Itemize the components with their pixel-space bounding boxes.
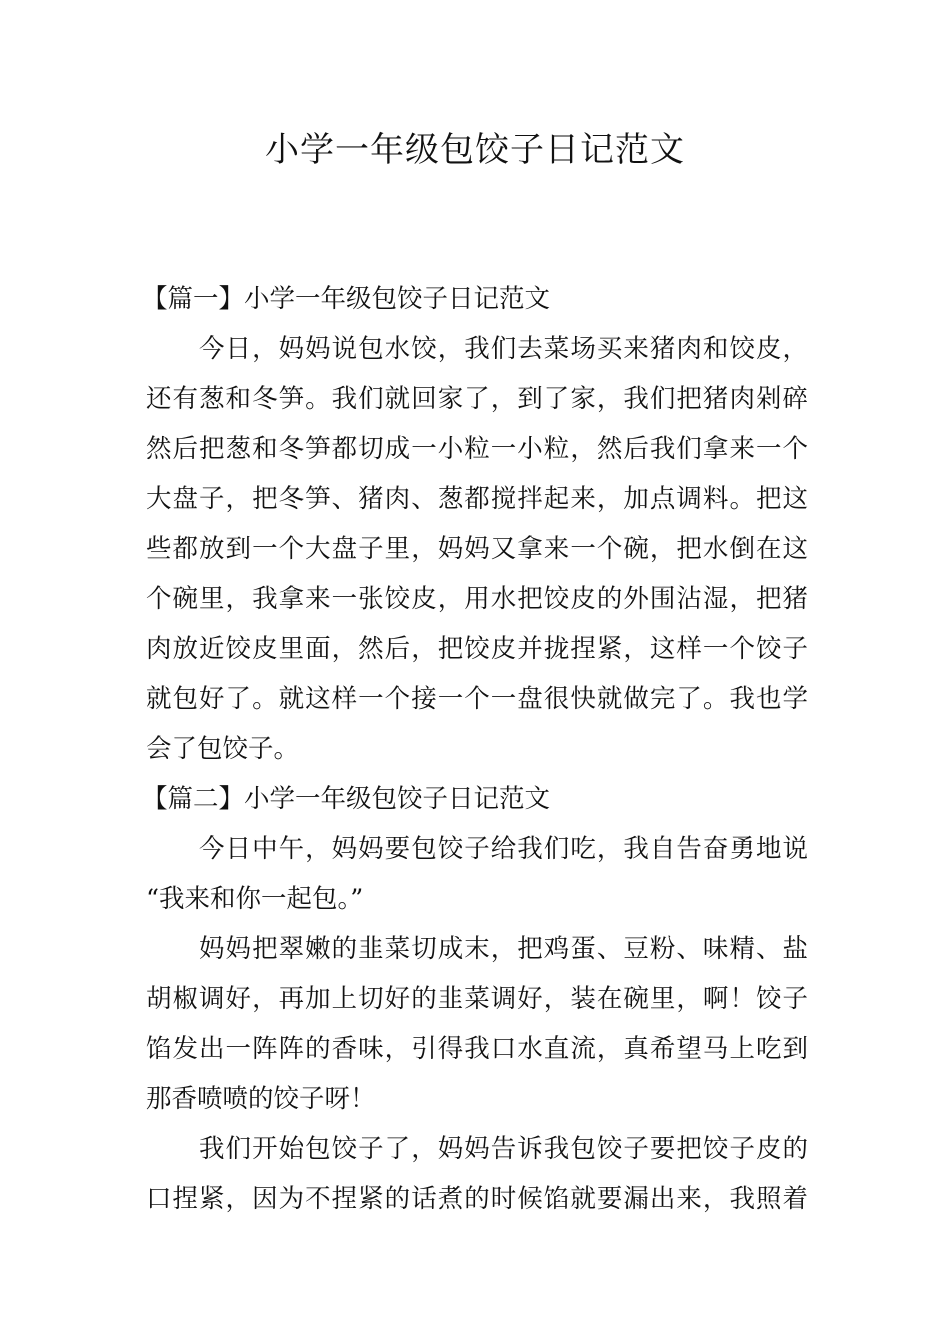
paragraph-line: 然后把葱和冬笋都切成一小粒一小粒，然后我们拿来一个 — [146, 434, 808, 464]
document-body — [142, 274, 808, 1224]
section-heading: 【篇一】小学一年级包饺子日记范文 — [142, 284, 551, 314]
paragraph-line: 些都放到一个大盘子里，妈妈又拿来一个碗，把水倒在这 — [146, 534, 808, 564]
paragraph-line: 还有葱和冬笋。我们就回家了，到了家，我们把猪肉剁碎 — [146, 384, 808, 414]
paragraph-line: 我们开始包饺子了，妈妈告诉我包饺子要把饺子皮的 — [146, 1134, 808, 1164]
paragraph-line: 个碗里，我拿来一张饺皮，用水把饺皮的外围沾湿，把猪 — [146, 584, 808, 614]
paragraph-line: 妈妈把翠嫩的韭菜切成末，把鸡蛋、豆粉、味精、盐 — [146, 934, 808, 964]
paragraph-line: 口捏紧，因为不捏紧的话煮的时候馅就要漏出来，我照着 — [146, 1184, 808, 1214]
paragraph-line: 今日中午，妈妈要包饺子给我们吃，我自告奋勇地说 — [146, 834, 808, 864]
paragraph-line: 大盘子，把冬笋、猪肉、葱都搅拌起来，加点调料。把这 — [146, 484, 808, 514]
document-title: 小学一年级包饺子日记范文 — [265, 130, 685, 170]
paragraph-line: 就包好了。就这样一个接一个一盘很快就做完了。我也学 — [146, 684, 808, 714]
paragraph-line: 胡椒调好，再加上切好的韭菜调好，装在碗里，啊！饺子 — [146, 984, 808, 1014]
paragraph-line: 馅发出一阵阵的香味，引得我口水直流，真希望马上吃到 — [146, 1034, 808, 1064]
paragraph-line: “我来和你一起包。” — [146, 884, 364, 914]
paragraph-line: 那香喷喷的饺子呀！ — [146, 1084, 376, 1114]
paragraph-line: 今日，妈妈说包水饺，我们去菜场买来猪肉和饺皮， — [146, 334, 808, 364]
section-heading: 【篇二】小学一年级包饺子日记范文 — [142, 784, 551, 814]
paragraph-line: 肉放近饺皮里面，然后，把饺皮并拢捏紧，这样一个饺子 — [146, 634, 808, 664]
paragraph-line: 会了包饺子。 — [146, 734, 300, 764]
